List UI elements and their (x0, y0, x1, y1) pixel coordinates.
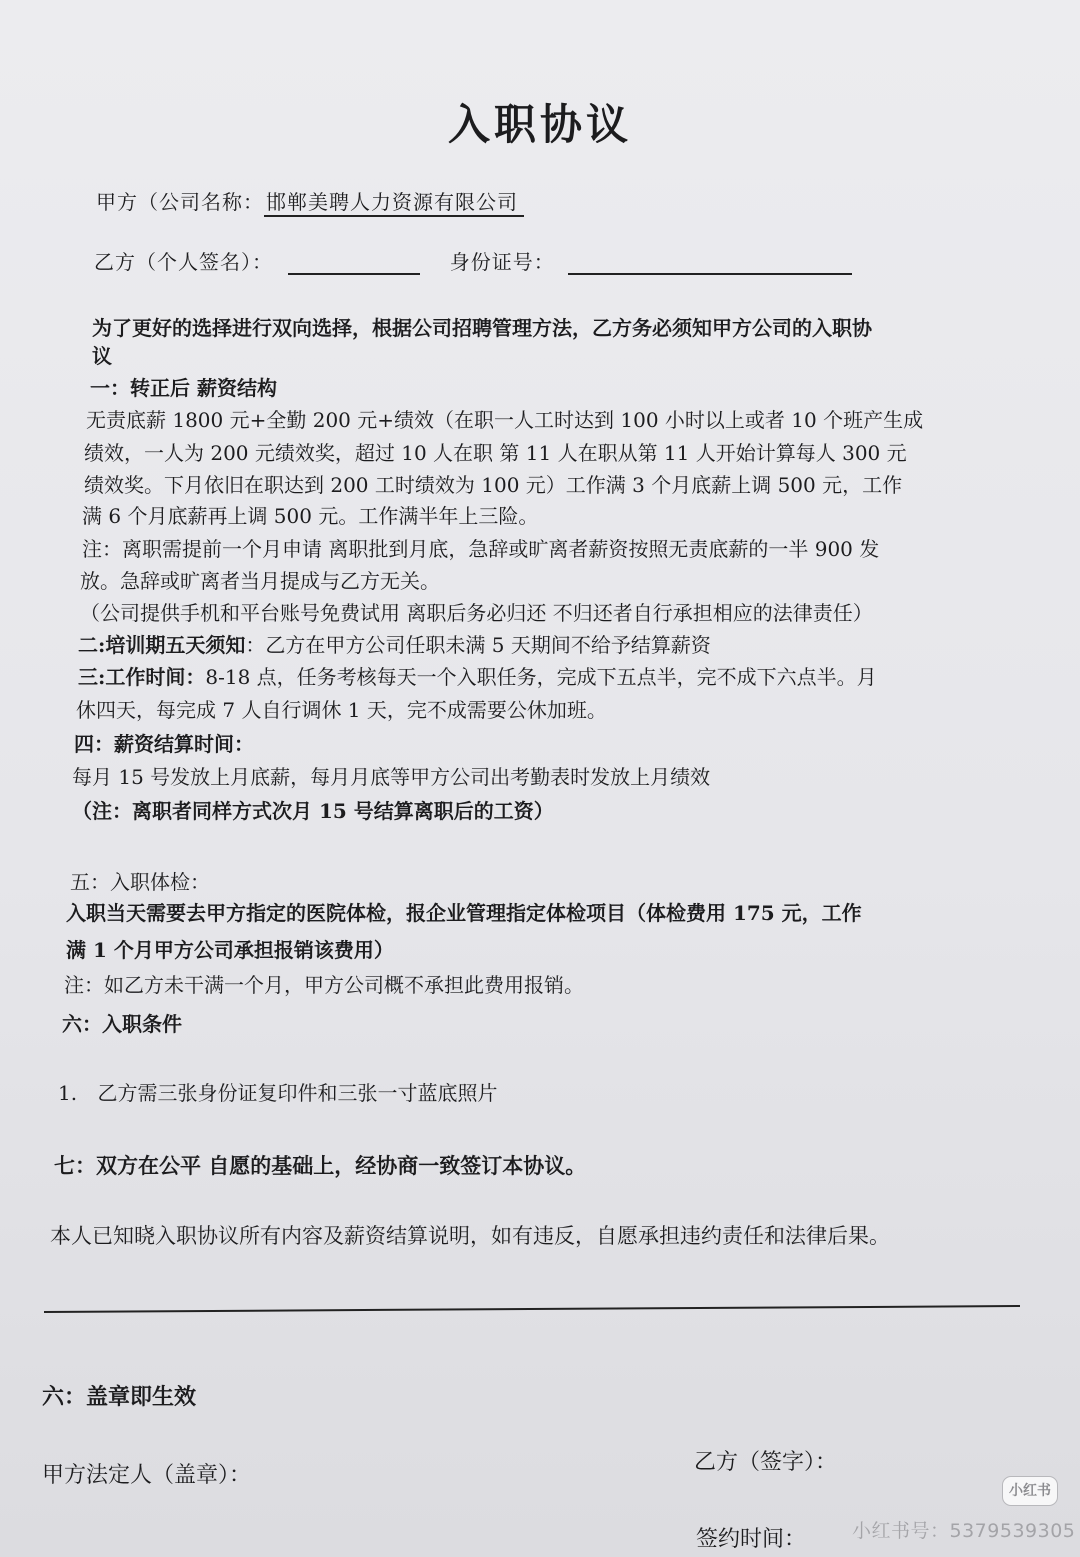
section-3-text-1: 8-18 点，任务考核每天一个入职任务，完成下五点半，完不成下六点半。月 (205, 665, 877, 689)
section-5-heading: 五：入职体检： (70, 870, 210, 894)
id-number-label: 身份证号： (449, 250, 555, 274)
seal-section-heading: 六：盖章即生效 (42, 1384, 197, 1410)
party-b-signature-blank (288, 249, 420, 275)
section-1-line-3: 绩效奖。下月依旧在职达到 200 工时绩效为 100 元）工作满 3 个月底薪上调 500 元，工作 (84, 473, 903, 497)
company-name: 邯郸美聘人力资源有限公司 (264, 190, 524, 217)
section-6-item-text: 乙方需三张身份证复印件和三张一寸蓝底照片 (97, 1081, 498, 1105)
section-6-item (58, 1077, 497, 1106)
section-1-paren-note: （公司提供手机和平台账号免费试用 离职后务必归还 不归还者自行承担相应的法律责任） (80, 601, 873, 625)
section-2-line (78, 629, 711, 658)
xiaohongshu-logo-badge: 小红书 (1002, 1476, 1058, 1506)
section-5-note: 注：如乙方未干满一个月，甲方公司概不承担此费用报销。 (64, 973, 584, 997)
section-1-note-2: 放。急辞或旷离者当月提成与乙方无关。 (80, 569, 440, 593)
section-4-note: （注：离职者同样方式次月 15 号结算离职后的工资） (72, 799, 554, 823)
acknowledgement-text: 本人已知晓入职协议所有内容及薪资结算说明，如有违反，自愿承担违约责任和法律后果。 (50, 1224, 890, 1248)
section-1-heading: 一：转正后 薪资结构 (90, 376, 277, 400)
party-b-sign-label: 乙方（签字）： (694, 1450, 838, 1475)
section-1-note-1: 注：离职需提前一个月申请 离职批到月底，急辞或旷离者薪资按照无责底薪的一半 900 发 (82, 537, 880, 561)
watermark-id-text: 小红书号：5379539305 (852, 1520, 1076, 1542)
party-b-line (94, 246, 852, 275)
section-3-heading: 三:工作时间： (78, 665, 206, 689)
section-3-line-1 (78, 661, 877, 690)
section-4-heading: 四：薪资结算时间： (74, 732, 254, 756)
section-5-text-2: 满 1 个月甲方公司承担报销该费用） (66, 938, 394, 962)
id-number-blank (568, 249, 852, 275)
intro-line-2: 议 (92, 344, 112, 368)
divider-line (44, 1305, 1020, 1313)
sign-date-label: 签约时间： (696, 1527, 807, 1552)
section-7-heading: 七：双方在公平 自愿的基础上，经协商一致签订本协议。 (54, 1153, 587, 1178)
section-1-line-1: 无责底薪 1800 元+全勤 200 元+绩效（在职一人工时达到 100 小时以上或者 10 个班产生成 (86, 408, 924, 432)
section-6-item-number: 1. (58, 1081, 78, 1105)
party-b-label: 乙方（个人签名）： (94, 250, 273, 274)
party-a-line (96, 186, 524, 215)
section-3-text-2: 休四天，每完成 7 人自行调休 1 天，完不成需要公休加班。 (76, 698, 607, 722)
party-a-label: 甲方（公司名称： (96, 190, 264, 214)
party-a-seal-label: 甲方法定人（盖章）： (42, 1463, 252, 1488)
section-4-text: 每月 15 号发放上月底薪，每月月底等甲方公司出考勤表时发放上月绩效 (72, 765, 711, 789)
page-title: 入职协议 (447, 100, 632, 149)
section-1-line-2: 绩效，一人为 200 元绩效奖，超过 10 人在职 第 11 人在职从第 11 人开始计算每人 300 元 (84, 441, 907, 465)
section-2-text: ：乙方在甲方公司任职未满 5 天期间不给予结算薪资 (245, 633, 711, 657)
section-1-line-4: 满 6 个月底薪再上调 500 元。工作满半年上三险。 (82, 504, 539, 528)
section-2-heading: 二:培训期五天须知 (78, 633, 246, 657)
section-6-heading: 六：入职条件 (62, 1012, 182, 1036)
intro-line-1: 为了更好的选择进行双向选择，根据公司招聘管理方法，乙方务必须知甲方公司的入职协 (92, 316, 872, 340)
section-5-text-1: 入职当天需要去甲方指定的医院体检，报企业管理指定体检项目（体检费用 175 元，工作 (66, 901, 862, 925)
